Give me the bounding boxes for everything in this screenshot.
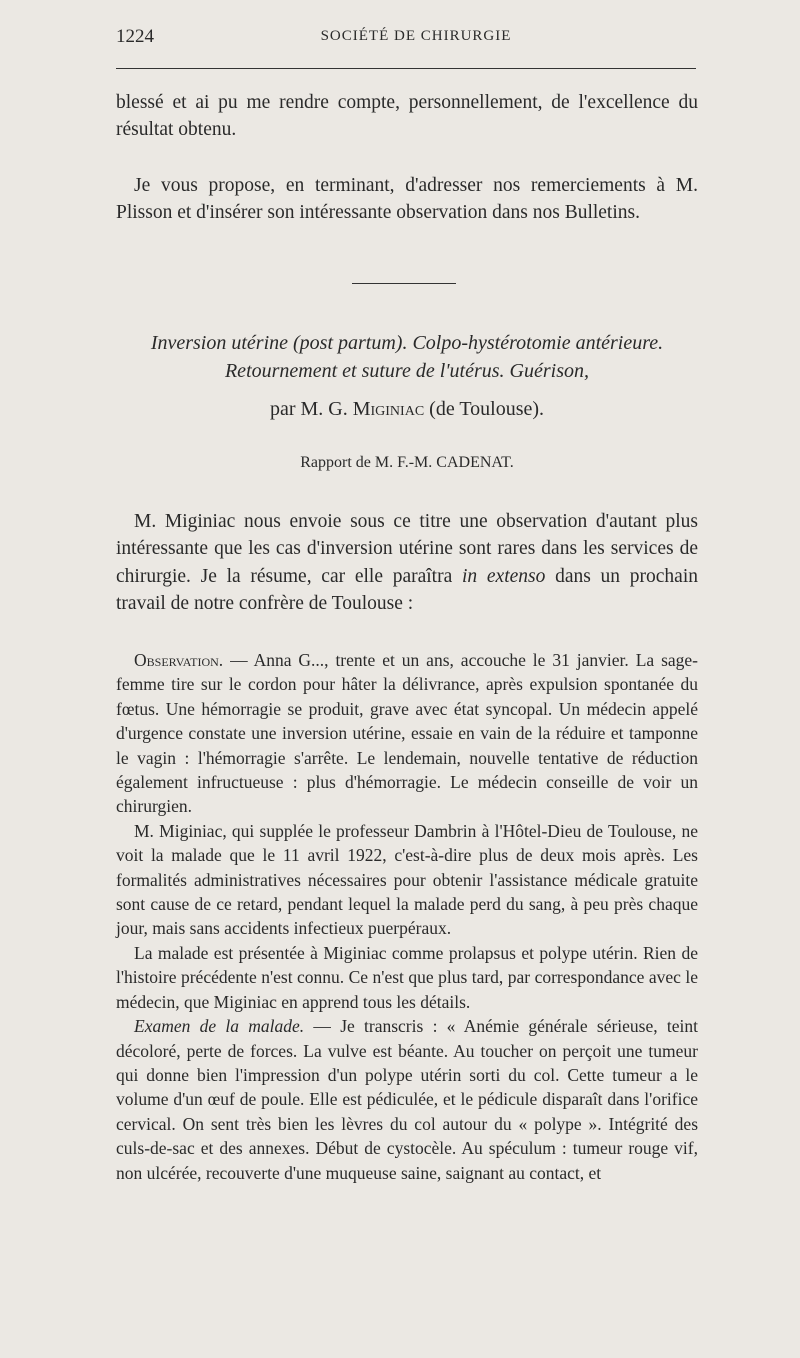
article-title-line-1: Inversion utérine (post partum). Colpo-hystérotomie antérieure.: [150, 332, 664, 354]
rapport-line: Rapport de M. F.-M. CADENAT.: [300, 454, 514, 471]
author-suffix: (de Toulouse).: [424, 398, 545, 420]
header-rule: [116, 68, 696, 69]
summary-post: dans un prochain travail de notre confrère de Toulouse :: [116, 565, 699, 614]
running-head: SOCIÉTÉ DE CHIRURGIE: [320, 28, 512, 44]
section-divider: [352, 283, 456, 284]
observation-label: Observation.: [134, 650, 224, 670]
presentee-paragraph: La malade est présentée à Miginiac comme prolapsus et polype utérin. Rien de l'histoire précédente n'est connu. Ce n'est que plus tard, par correspondance avec le médecin, que Miginiac en apprend tous les détails.: [116, 942, 698, 1012]
article-title-line-2: Retournement et suture de l'utérus. Guérison,: [224, 360, 590, 382]
author-prefix: par M. G.: [269, 398, 353, 420]
intro-paragraph-2: [116, 172, 698, 227]
intro-paragraph-1: [116, 89, 698, 144]
article-author: [116, 398, 698, 421]
observation-section: [116, 648, 698, 1185]
summary-text: [116, 508, 698, 617]
intro-text-1: blessé et ai pu me rendre compte, personnellement, de l'excellence du résultat obtenu.: [116, 92, 698, 141]
intro-text-2: Je vous propose, en terminant, d'adresser nos remerciements à M. Plisson et d'insérer son intéressante observation dans nos Bulletins.: [116, 175, 698, 224]
observation-paragraph: [116, 648, 698, 819]
examen-paragraph: [116, 1014, 698, 1185]
article-title: [116, 329, 698, 385]
page-header: [116, 26, 696, 52]
summary-pre: M. Miginiac nous envoie sous ce titre une observation d'autant plus intéressante que les cas d'inversion utérine sont rares dans les services de chirurgie. Je la résume, car elle paraîtra: [116, 511, 698, 587]
page-number: 1224: [116, 26, 154, 47]
examen-text: — Je transcris : « Anémie générale sérieuse, teint décoloré, perte de forces. La vulve est béante. Au toucher on perçoit une tumeur qui donne bien l'impression d'un polype utérin sorti du col. Cette tumeur a le volume d'un œuf de poule. Elle est pédiculée, et le pédicule disparaît dans l'orifice cervical. On sent très bien les lèvres du col autour du « polype ». Intégrité des culs-de-sac et des annexes. Début de cystocèle. Au spéculum : tumeur rouge vif, non ulcérée, recouverte d'une muqueuse saine, saignant au contact, et: [116, 1016, 698, 1183]
author-name: Miginiac: [352, 398, 425, 420]
summary-italic: in extenso: [461, 565, 546, 587]
miginiac-paragraph: M. Miginiac, qui supplée le professeur Dambrin à l'Hôtel-Dieu de Toulouse, ne voit la malade que le 11 avril 1922, c'est-à-dire plus de deux mois après. Les formalités administratives nécessaires pour obtenir l'assistance médicale gratuite sont cause de ce retard, pendant lequel la malade perd du sang, à peu près chaque jour, mais sans accidents infectieux puerpéraux.: [116, 820, 698, 939]
examen-label: Examen de la malade.: [134, 1016, 305, 1037]
summary-paragraph: [116, 508, 698, 617]
observation-text: — Anna G..., trente et un ans, accouche le 31 janvier. La sage-femme tire sur le cordon pour hâter la délivrance, après expulsion spontanée du fœtus. Une hémorragie se produit, grave avec état syncopal. Un médecin appelé d'urgence constate une inversion utérine, essaie en vain de la réduire et tamponne le vagin : l'hémorragie s'arrête. Le lendemain, nouvelle tentative de réduction également infructueuse : plus d'hémorragie. Le médecin conseille de voir un chirurgien.: [116, 650, 698, 817]
